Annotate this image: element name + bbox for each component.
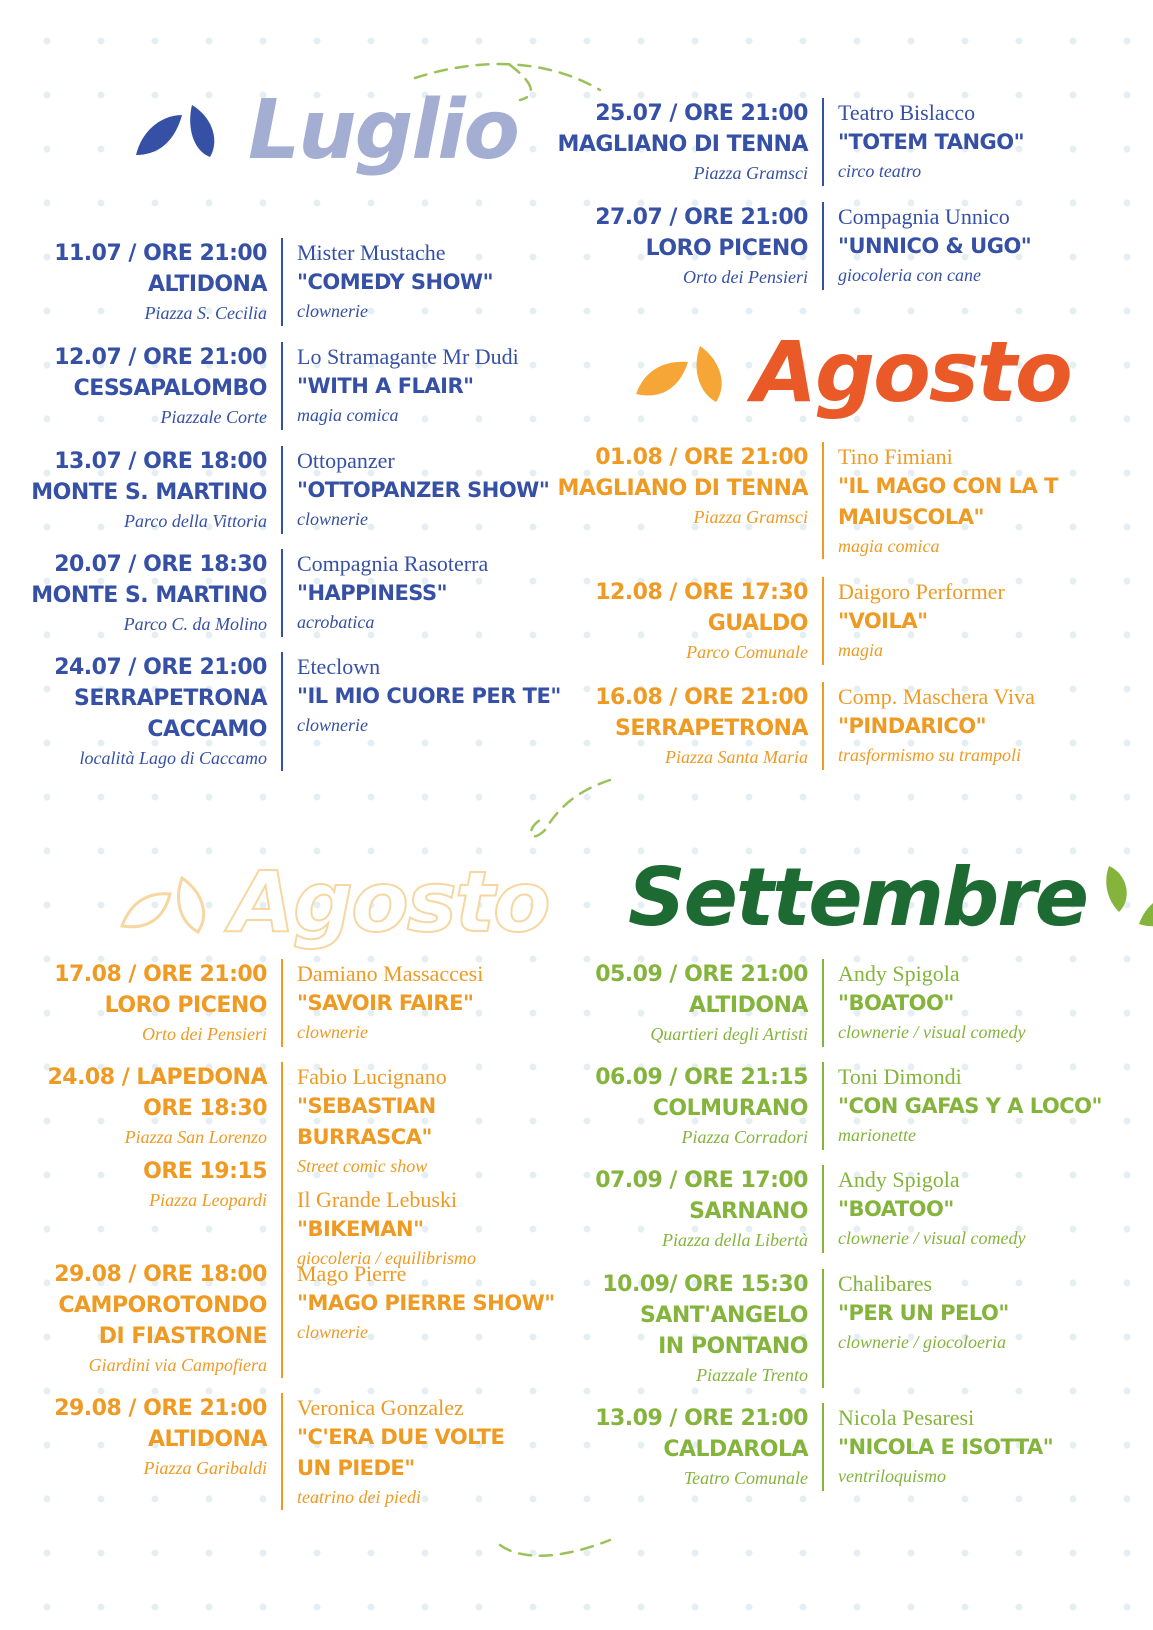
- event-venue: Giardini via Campofiera: [88, 1355, 267, 1375]
- event-agosto-1: [550, 442, 1138, 559]
- event-date-time: 29.08 / ORE 21:00: [54, 1396, 267, 1421]
- event-artist: Toni Dimondi: [838, 1064, 962, 1089]
- event-luglio-7: [550, 202, 1138, 290]
- event-town: CESSAPALOMBO: [73, 376, 267, 401]
- month-header-luglio: [132, 83, 518, 178]
- event-venue: Parco Comunale: [686, 642, 808, 662]
- event-venue: Piazzale Trento: [696, 1365, 808, 1385]
- event-town: ALTIDONA: [689, 993, 808, 1018]
- event-show-title: "C'ERA DUE VOLTE: [297, 1425, 505, 1449]
- event-date-time: 29.08 / ORE 18:00: [54, 1262, 267, 1287]
- event-artist-second: Il Grande Lebuski: [297, 1187, 458, 1212]
- event-show-title: "SAVOIR FAIRE": [297, 991, 474, 1015]
- month-title-luglio: Luglio: [248, 83, 518, 178]
- event-date-time: 20.07 / ORE 18:30: [54, 552, 267, 577]
- event-town-line2: DI FIASTRONE: [98, 1324, 267, 1349]
- event-agosto-7: [0, 1393, 577, 1510]
- event-venue: Piazza San Lorenzo: [124, 1127, 267, 1147]
- event-genre: trasformismo su trampoli: [838, 745, 1022, 765]
- droplet-icon: [632, 332, 742, 412]
- event-town-line2: IN PONTANO: [658, 1334, 808, 1359]
- event-artist: Veronica Gonzalez: [297, 1395, 464, 1420]
- event-venue: Piazza Corradori: [681, 1127, 808, 1147]
- event-venue: Piazza Gramsci: [693, 163, 808, 183]
- event-venue: Piazza Santa Maria: [664, 747, 808, 767]
- event-show-title: "WITH A FLAIR": [297, 374, 474, 398]
- event-date-time: 12.07 / ORE 21:00: [54, 345, 267, 370]
- event-date-time: 24.07 / ORE 21:00: [54, 655, 267, 680]
- event-show-title: "PINDARICO": [838, 714, 987, 738]
- event-artist: Damiano Massaccesi: [297, 961, 484, 986]
- event-time-second: ORE 19:15: [143, 1159, 267, 1184]
- event-town: MONTE S. MARTINO: [31, 583, 267, 608]
- event-town: MAGLIANO DI TENNA: [557, 476, 808, 501]
- event-show-title: "TOTEM TANGO": [838, 130, 1025, 154]
- event-town-line2: CACCAMO: [147, 717, 267, 742]
- event-show-title: "PER UN PELO": [838, 1301, 1009, 1325]
- event-date-time: 12.08 / ORE 17:30: [595, 580, 808, 605]
- event-genre: clownerie: [297, 1022, 368, 1042]
- event-artist: Chalibares: [838, 1271, 933, 1296]
- event-date-time: 24.08 / LAPEDONA: [47, 1065, 267, 1090]
- month-title-agosto-1: Agosto: [752, 323, 1071, 421]
- event-show-title: "CON GAFAS Y A LOCO": [838, 1094, 1102, 1118]
- event-genre: teatrino dei piedi: [297, 1487, 421, 1507]
- event-genre: marionette: [838, 1125, 916, 1145]
- event-town: ALTIDONA: [148, 1427, 267, 1452]
- event-show-title-second: "BIKEMAN": [297, 1217, 424, 1241]
- event-settembre-5: [550, 1403, 1138, 1491]
- event-artist: Mister Mustache: [297, 240, 446, 265]
- event-genre: giocoleria con cane: [838, 265, 981, 285]
- event-show-title: "HAPPINESS": [297, 581, 448, 605]
- event-venue: Parco della Vittoria: [124, 511, 267, 531]
- event-genre: clownerie / giocoloeria: [838, 1332, 1006, 1352]
- event-genre: clownerie: [297, 301, 368, 321]
- event-show-title-line2: MAIUSCOLA": [838, 505, 984, 529]
- event-venue: Parco C. da Molino: [123, 614, 267, 634]
- event-artist: Compagnia Rasoterra: [297, 551, 489, 576]
- event-venue: Orto dei Pensieri: [142, 1024, 267, 1044]
- event-show-title: "MAGO PIERRE SHOW": [297, 1291, 555, 1315]
- event-show-title-line2: UN PIEDE": [297, 1456, 415, 1480]
- event-genre: clownerie / visual comedy: [838, 1022, 1026, 1042]
- event-artist: Andy Spigola: [838, 1167, 960, 1192]
- event-date-time: 01.08 / ORE 21:00: [595, 445, 808, 470]
- event-artist: Tino Fimiani: [838, 444, 953, 469]
- event-artist: Teatro Bislacco: [838, 100, 976, 125]
- event-time: ORE 18:30: [143, 1096, 267, 1121]
- event-town: LORO PICENO: [104, 993, 267, 1018]
- event-settembre-1: [550, 959, 1138, 1047]
- month-title-settembre: Settembre: [628, 851, 1087, 944]
- droplet-icon: [1099, 860, 1153, 936]
- event-venue: Piazza Garibaldi: [143, 1458, 267, 1478]
- event-show-title: "VOILA": [838, 609, 928, 633]
- event-genre: magia comica: [838, 536, 940, 556]
- droplet-outline-icon: [118, 864, 218, 940]
- event-show-title: "UNNICO & UGO": [838, 234, 1032, 258]
- month-header-settembre: [628, 851, 1153, 944]
- event-town: CAMPOROTONDO: [58, 1293, 267, 1318]
- event-luglio-1: [0, 238, 577, 326]
- event-venue-second: Piazza Leopardi: [149, 1190, 267, 1210]
- event-artist: Comp. Maschera Viva: [838, 684, 1035, 709]
- event-date-time: 07.09 / ORE 17:00: [595, 1168, 808, 1193]
- event-show-title: "IL MIO CUORE PER TE": [297, 684, 561, 708]
- event-show-title: "SEBASTIAN BURRASCA": [297, 1094, 436, 1149]
- event-artist: Fabio Lucignano: [297, 1064, 447, 1089]
- event-venue: Piazzale Corte: [160, 407, 267, 427]
- event-date-time: 25.07 / ORE 21:00: [595, 101, 808, 126]
- event-settembre-4: [550, 1269, 1138, 1388]
- event-show-title: "BOATOO": [838, 991, 954, 1015]
- event-town: CALDAROLA: [663, 1437, 808, 1462]
- event-date-time: 16.08 / ORE 21:00: [595, 685, 808, 710]
- event-town: GUALDO: [707, 611, 808, 636]
- event-artist: Mago Pierre: [297, 1261, 407, 1286]
- event-agosto-5: [0, 1062, 577, 1271]
- event-date-time: 11.07 / ORE 21:00: [54, 241, 267, 266]
- event-genre: acrobatica: [297, 612, 375, 632]
- event-town: SARNANO: [689, 1199, 808, 1224]
- event-show-title: "BOATOO": [838, 1197, 954, 1221]
- event-town: SERRAPETRONA: [73, 686, 267, 711]
- event-date-time: 13.07 / ORE 18:00: [54, 449, 267, 474]
- event-artist: Nicola Pesaresi: [838, 1405, 975, 1430]
- event-town: SERRAPETRONA: [614, 716, 808, 741]
- event-date-time: 10.09/ ORE 15:30: [602, 1272, 808, 1297]
- event-agosto-4: [0, 959, 577, 1047]
- month-header-agosto-1: [632, 323, 1071, 421]
- event-town: MAGLIANO DI TENNA: [557, 132, 808, 157]
- event-settembre-3: [550, 1165, 1138, 1253]
- event-genre-second: giocoleria / equilibrismo: [297, 1248, 476, 1268]
- event-luglio-2: [0, 342, 577, 430]
- event-luglio-3: [0, 446, 577, 534]
- event-genre: magia comica: [297, 405, 399, 425]
- event-show-title: "IL MAGO CON LA T: [838, 474, 1058, 498]
- event-show-title: "NICOLA E ISOTTA": [838, 1435, 1054, 1459]
- event-venue: Piazza S. Cecilia: [144, 303, 267, 323]
- event-show-title: "OTTOPANZER SHOW": [297, 478, 550, 502]
- event-artist: Eteclown: [297, 654, 381, 679]
- event-agosto-2: [550, 577, 1138, 665]
- event-show-title: "COMEDY SHOW": [297, 270, 494, 294]
- event-artist: Daigoro Performer: [838, 579, 1005, 604]
- event-genre: clownerie: [297, 1322, 368, 1342]
- event-artist: Lo Stramagante Mr Dudi: [297, 344, 519, 369]
- event-artist: Ottopanzer: [297, 448, 395, 473]
- event-town: MONTE S. MARTINO: [31, 480, 267, 505]
- event-venue: Teatro Comunale: [683, 1468, 808, 1488]
- event-venue: località Lago di Caccamo: [79, 748, 267, 768]
- event-luglio-6: [550, 98, 1138, 186]
- event-venue: Piazza Gramsci: [693, 507, 808, 527]
- event-town: SANT'ANGELO: [640, 1303, 808, 1328]
- event-date-time: 05.09 / ORE 21:00: [595, 962, 808, 987]
- month-title-agosto-2: Agosto: [230, 853, 549, 951]
- event-genre: ventriloquismo: [838, 1466, 946, 1486]
- event-venue: Orto dei Pensieri: [683, 267, 808, 287]
- event-town: ALTIDONA: [148, 272, 267, 297]
- event-artist: Andy Spigola: [838, 961, 960, 986]
- droplet-icon: [132, 95, 230, 167]
- event-genre: Street comic show: [297, 1156, 428, 1176]
- event-town: COLMURANO: [652, 1096, 808, 1121]
- month-header-agosto-2: [118, 853, 549, 951]
- event-venue: Piazza della Libertà: [661, 1230, 808, 1250]
- event-date-time: 13.09 / ORE 21:00: [595, 1406, 808, 1431]
- event-date-time: 27.07 / ORE 21:00: [595, 205, 808, 230]
- event-genre: clownerie / visual comedy: [838, 1228, 1026, 1248]
- event-agosto-3: [550, 682, 1138, 770]
- event-artist: Compagnia Unnico: [838, 204, 1010, 229]
- event-settembre-2: [550, 1062, 1138, 1150]
- event-town: LORO PICENO: [645, 236, 808, 261]
- event-date-time: 17.08 / ORE 21:00: [54, 962, 267, 987]
- event-genre: circo teatro: [838, 161, 922, 181]
- event-luglio-4: [0, 549, 577, 637]
- event-venue: Quartieri degli Artisti: [650, 1024, 808, 1044]
- event-genre: clownerie: [297, 715, 368, 735]
- event-luglio-5: [0, 652, 577, 771]
- event-genre: clownerie: [297, 509, 368, 529]
- event-agosto-6: [0, 1259, 577, 1378]
- event-date-time: 06.09 / ORE 21:15: [595, 1065, 808, 1090]
- event-genre: magia: [838, 640, 883, 660]
